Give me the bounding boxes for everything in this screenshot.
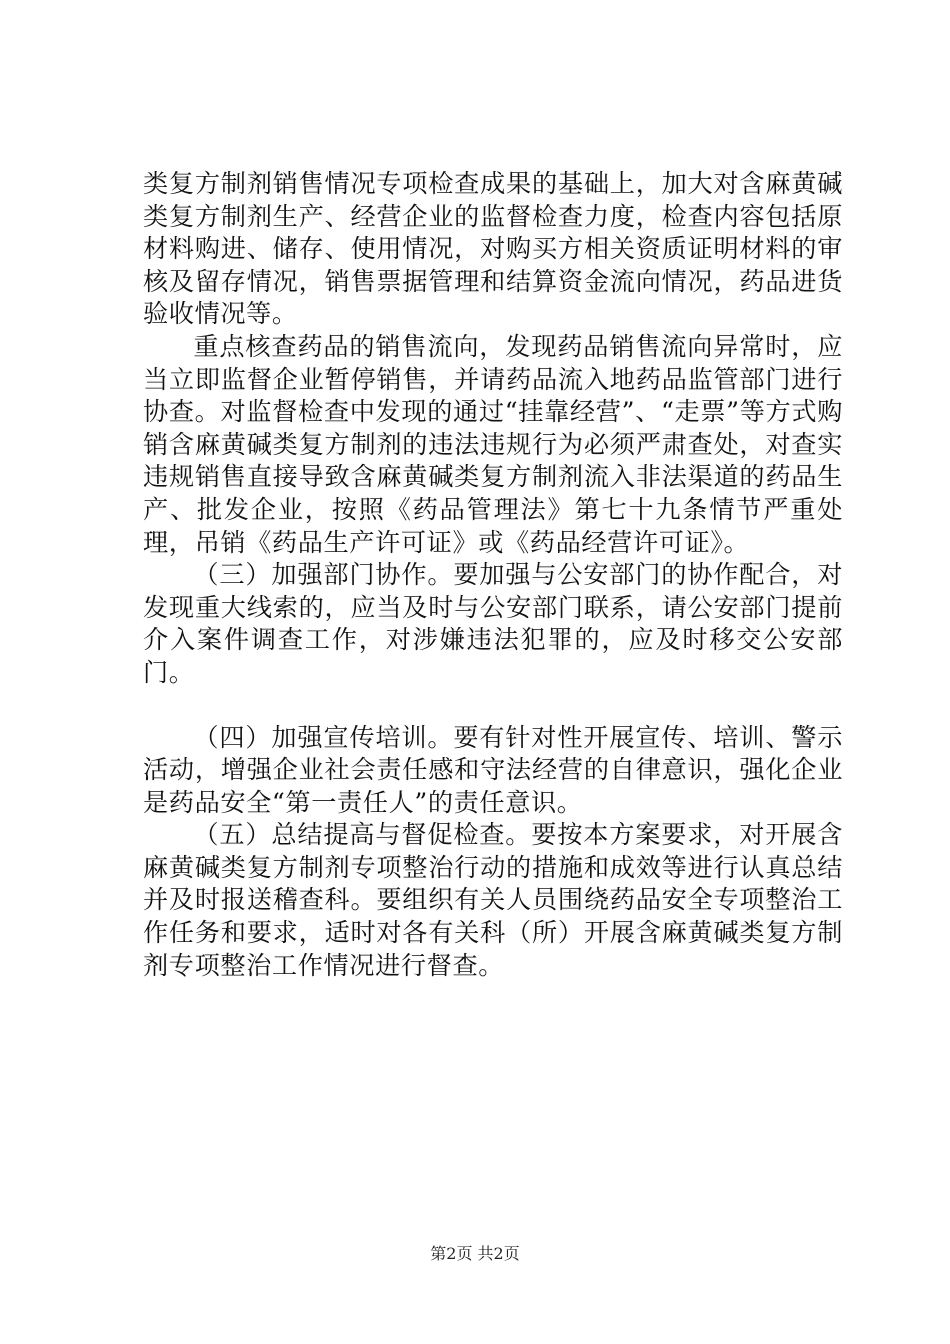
page-number-footer: 第2页 共2页: [430, 1244, 520, 1263]
paragraph-continuation: 类复方制剂销售情况专项检查成果的基础上，加大对含麻黄碱类复方制剂生产、经营企业的监督检查力度，检查内容包括原材料购进、储存、使用情况，对购买方相关资质证明材料的审核及留存情况，销售票据管理和结算资金流向情况，药品进货验收情况等。: [143, 169, 843, 329]
paragraph-publicity-training: （四）加强宣传培训。要有针对性开展宣传、培训、警示活动，增强企业社会责任感和守法经营的自律意识，强化企业是药品安全“第一责任人”的责任意识。: [143, 722, 843, 817]
paragraph-summary-supervision: （五）总结提高与督促检查。要按本方案要求，对开展含麻黄碱类复方制剂专项整治行动的措施和成效等进行认真总结并及时报送稽查科。要组织有关人员围绕药品安全专项整治工作任务和要求，适时对各有关科（所）开展含麻黄碱类复方制剂专项整治工作情况进行督查。: [143, 820, 843, 980]
paragraph-department-cooperation: （三）加强部门协作。要加强与公安部门的协作配合，对发现重大线索的，应当及时与公安部门联系，请公安部门提前介入案件调查工作，对涉嫌违法犯罪的，应及时移交公安部门。: [143, 560, 843, 687]
document-body: [143, 168, 843, 982]
paragraph-sales-flow-check: 重点核查药品的销售流向，发现药品销售流向异常时，应当立即监督企业暂停销售，并请药品流入地药品监管部门进行协查。对监督检查中发现的通过“挂靠经营”、“走票”等方式购销含麻黄碱类复方制剂的违法违规行为必须严肃查处，对查实违规销售直接导致含麻黄碱类复方制剂流入非法渠道的药品生产、批发企业，按照《药品管理法》第七十九条情节严重处理，吊销《药品生产许可证》或《药品经营许可证》。: [143, 331, 844, 557]
